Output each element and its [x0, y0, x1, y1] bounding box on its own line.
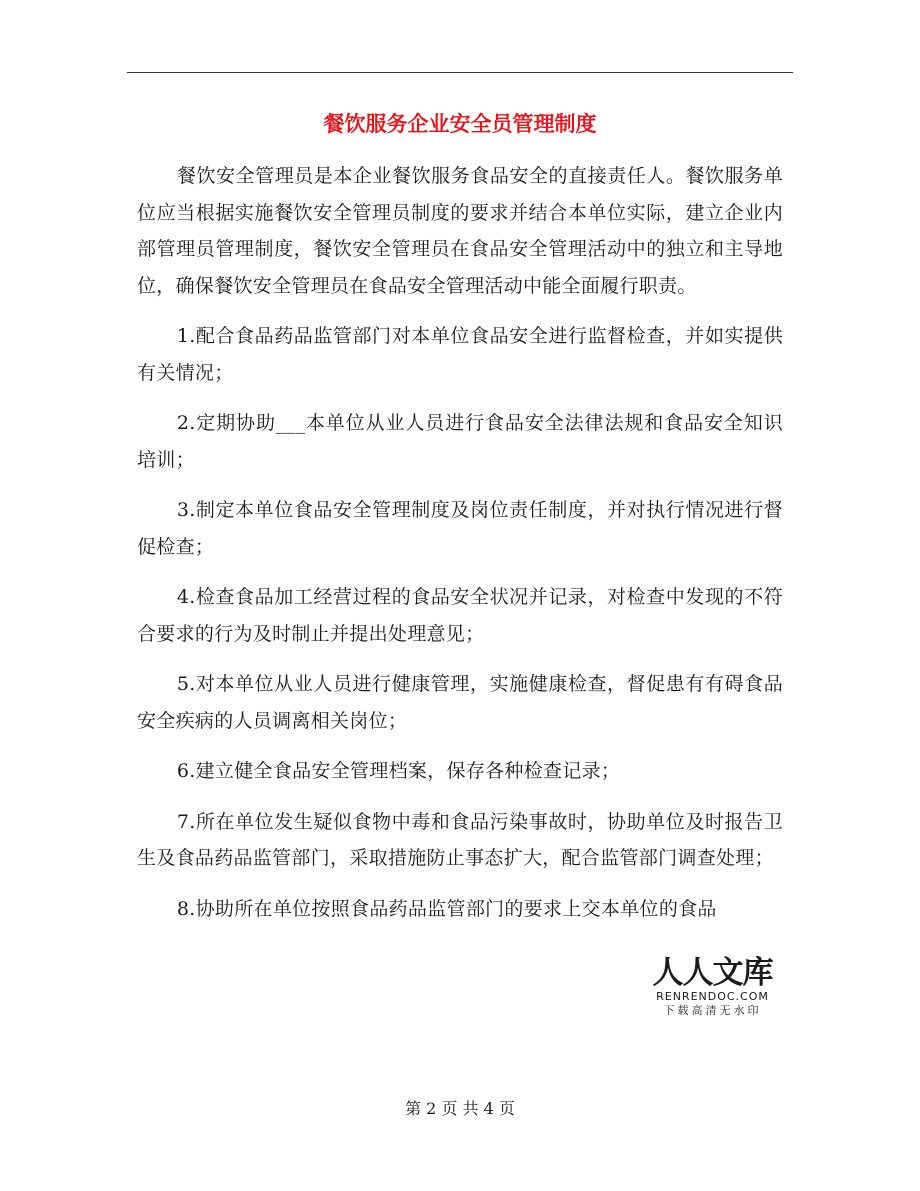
- watermark-url: RENRENDOC.COM: [656, 990, 769, 1003]
- document-body: [137, 158, 783, 941]
- clause-5: 5.对本单位从业人员进行健康管理，实施健康检查，督促患有有碍食品安全疾病的人员调离相关岗位；: [137, 673, 783, 732]
- clause-1: 1.配合食品药品监管部门对本单位食品安全进行监督检查，并如实提供有关情况；: [137, 325, 783, 384]
- header-rule: [127, 72, 793, 73]
- watermark-slogan: 下载高清无水印: [663, 1004, 762, 1017]
- watermark-logo: [650, 956, 775, 1018]
- clause-7: 7.所在单位发生疑似食物中毒和食品污染事故时，协助单位及时报告卫生及食品药品监管部门，采取措施防止事态扩大，配合监管部门调查处理；: [137, 810, 783, 869]
- clause-4: 4.检查食品加工经营过程的食品安全状况并记录，对检查中发现的不符合要求的行为及时制止并提出处理意见；: [137, 586, 783, 645]
- page-number: 第 2 页 共 4 页: [405, 1099, 515, 1118]
- clause-3: 3.制定本单位食品安全管理制度及岗位责任制度，并对执行情况进行督促检查；: [137, 499, 783, 558]
- watermark-brand: 人人文库: [652, 955, 773, 991]
- clause-2: 2.定期协助___本单位从业人员进行食品安全法律法规和食品安全知识培训；: [137, 412, 783, 471]
- clause-8: 8.协助所在单位按照食品药品监管部门的要求上交本单位的食品: [176, 897, 717, 920]
- document-title: 餐饮服务企业安全员管理制度: [323, 111, 597, 136]
- intro-paragraph: 餐饮安全管理员是本企业餐饮服务食品安全的直接责任人。餐饮服务单位应当根据实施餐饮安全管理员制度的要求并结合本单位实际，建立企业内部管理员管理制度，餐饮安全管理员在食品安全管理活动中的独立和主导地位，确保餐饮安全管理员在食品安全管理活动中能全面履行职责。: [137, 165, 783, 297]
- clause-6: 6.建立健全食品安全管理档案，保存各种检查记录；: [176, 760, 621, 782]
